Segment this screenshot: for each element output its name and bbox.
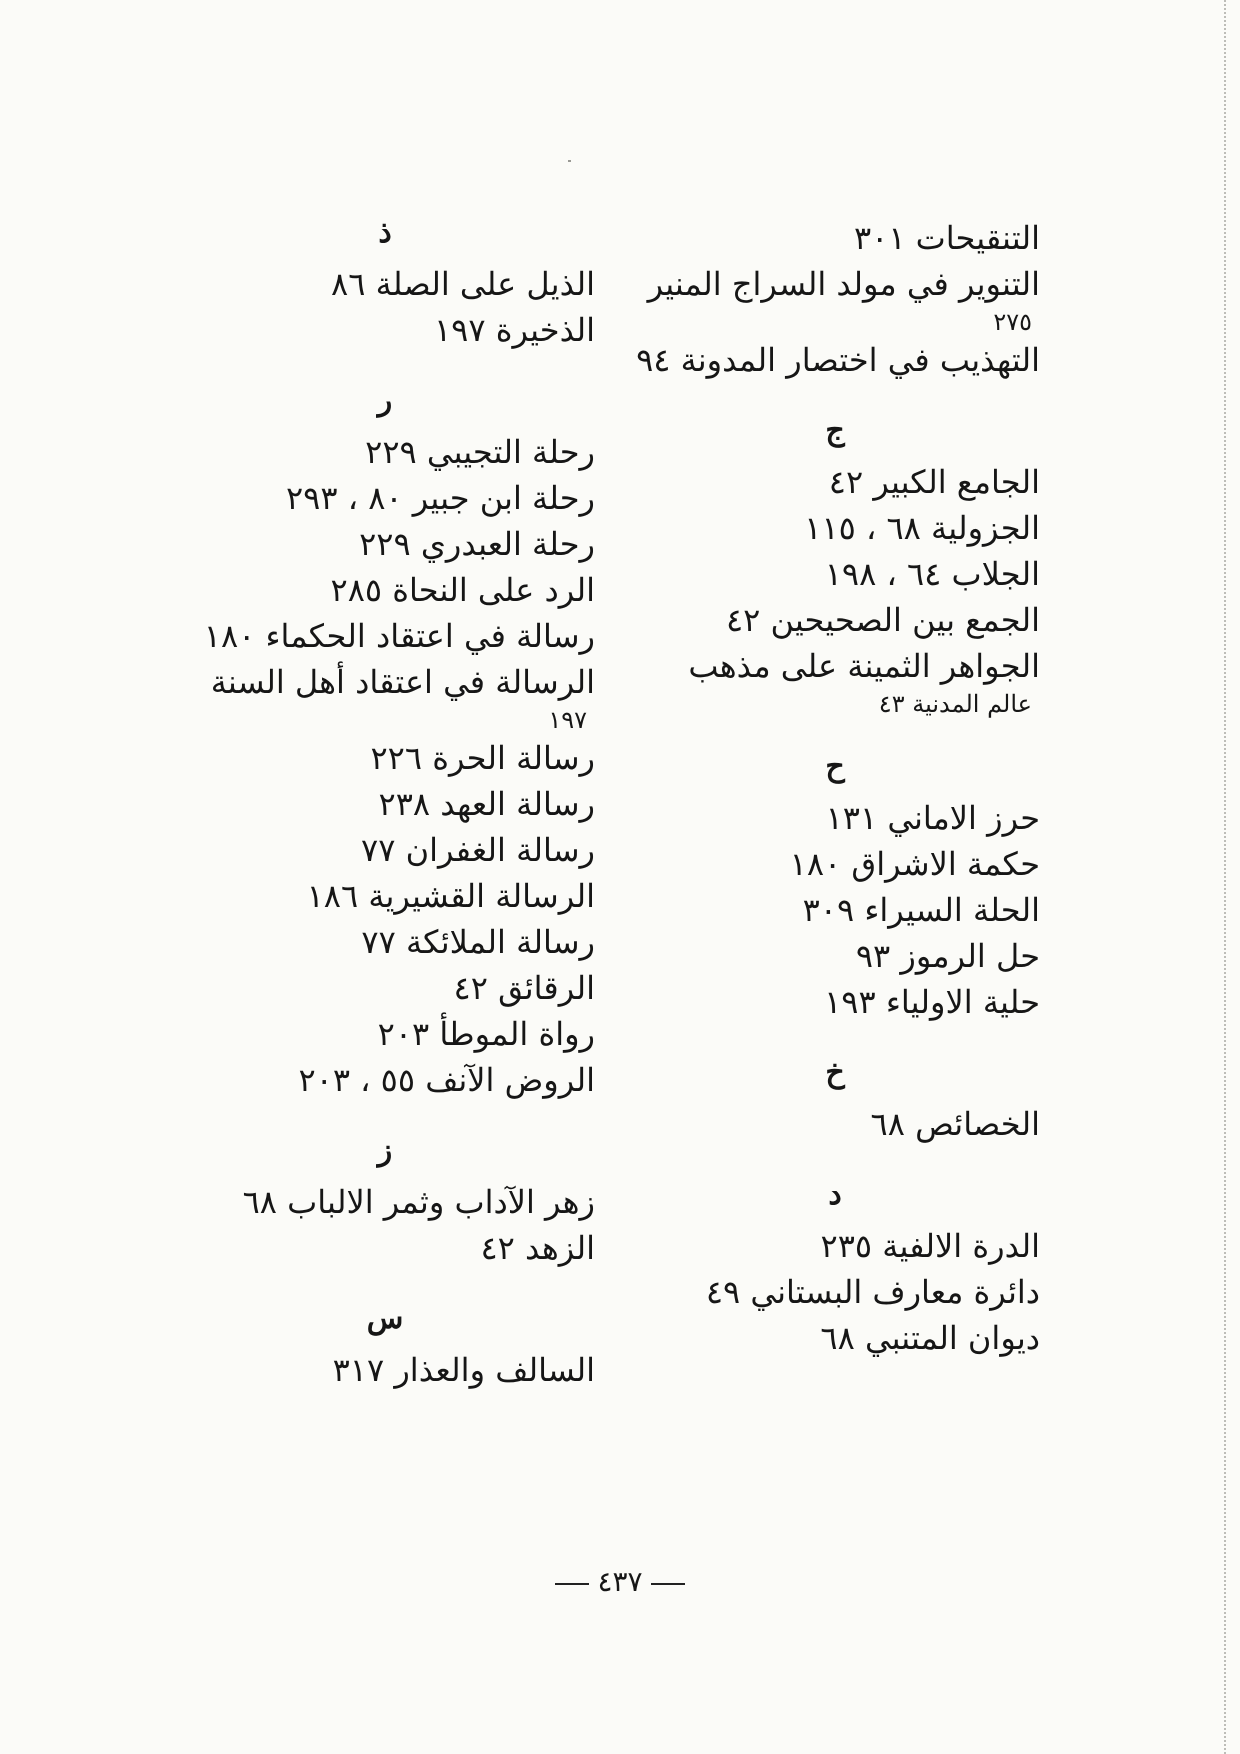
section-letter: خ: [825, 1055, 845, 1090]
entry-text: التنقيحات ٣٠١: [853, 219, 1040, 257]
entry-text: حرز الاماني ١٣١: [825, 799, 1040, 837]
letter-group: [630, 1055, 1040, 1147]
entry-text: رسالة الملائكة ٧٧: [361, 923, 595, 961]
index-entry: [630, 337, 1040, 383]
index-entry: [175, 659, 595, 735]
index-entry: [630, 551, 1040, 597]
letter-group: [175, 1301, 595, 1393]
index-entry: [175, 827, 595, 873]
index-entry: [175, 1347, 595, 1393]
page-footer: [0, 1565, 1240, 1598]
entry-text: الدرة الالفية ٢٣٥: [820, 1227, 1040, 1265]
index-entry: [630, 795, 1040, 841]
footer-dash-right: [651, 1583, 685, 1585]
entry-text: رحلة العبدري ٢٢٩: [359, 525, 595, 563]
letter-group: [175, 1133, 595, 1271]
letter-group: [630, 749, 1040, 1025]
entry-text: الزهد ٤٢: [480, 1229, 595, 1267]
entry-text: رحلة ابن جبير ٨٠ ، ٢٩٣: [285, 479, 595, 517]
index-entry: [630, 459, 1040, 505]
entry-text: التهذيب في اختصار المدونة ٩٤: [636, 341, 1040, 379]
entry-text: رسالة في اعتقاد الحكماء ١٨٠: [203, 617, 595, 655]
entry-text: الجزولية ٦٨ ، ١١٥: [804, 509, 1040, 547]
letter-group: [175, 215, 595, 353]
index-entry: [175, 1225, 595, 1271]
index-entry: [175, 919, 595, 965]
index-entry: [630, 1223, 1040, 1269]
index-entry: [630, 597, 1040, 643]
entry-text: الروض الآنف ٥٥ ، ٢٠٣: [298, 1061, 595, 1099]
entry-text: الجمع بين الصحيحين ٤٢: [725, 601, 1040, 639]
entry-text: الذيل على الصلة ٨٦: [331, 265, 595, 303]
entry-continuation: ٢٧٥: [993, 308, 1032, 336]
index-entry: [175, 475, 595, 521]
index-entry: [630, 887, 1040, 933]
entry-text: الخصائص ٦٨: [870, 1105, 1040, 1143]
section-letter: ج: [825, 413, 845, 448]
entry-text: حلية الاولياء ١٩٣: [824, 983, 1040, 1021]
entry-text: الحلة السيراء ٣٠٩: [802, 891, 1040, 929]
index-entry: [175, 735, 595, 781]
section-letter: س: [366, 1301, 404, 1336]
index-entry: [175, 965, 595, 1011]
entry-text: الجواهر الثمينة على مذهب: [688, 647, 1040, 685]
entry-text: رسالة العهد ٢٣٨: [378, 785, 595, 823]
entry-text: ديوان المتنبي ٦٨: [820, 1319, 1040, 1357]
entry-text: رحلة التجيبي ٢٢٩: [365, 433, 595, 471]
letter-group: [630, 1177, 1040, 1361]
index-entry: [630, 215, 1040, 261]
index-entry: [175, 1179, 595, 1225]
entry-text: الرسالة في اعتقاد أهل السنة: [210, 663, 595, 701]
entry-text: السالف والعذار ٣١٧: [332, 1351, 595, 1389]
index-entry: [630, 979, 1040, 1025]
section-letter: د: [828, 1177, 842, 1212]
index-entry: [175, 521, 595, 567]
index-entry: [175, 1011, 595, 1057]
entry-continuation: عالم المدنية ٤٣: [878, 690, 1032, 718]
letter-group: [630, 413, 1040, 719]
index-entry: [630, 643, 1040, 719]
index-entry: [175, 873, 595, 919]
entry-continuation: ١٩٧: [548, 706, 587, 734]
index-entry: [175, 613, 595, 659]
section-letter: ز: [377, 1133, 393, 1168]
index-entry: [630, 1315, 1040, 1361]
index-entry: [175, 261, 595, 307]
entry-text: الرسالة القشيرية ١٨٦: [306, 877, 595, 915]
page-edge-binding: [1222, 0, 1226, 1754]
entry-text: الرقائق ٤٢: [453, 969, 595, 1007]
entry-text: التنوير في مولد السراج المنير: [647, 265, 1040, 303]
letter-group: [630, 215, 1040, 383]
scan-speck: [568, 160, 571, 162]
entry-text: رسالة الغفران ٧٧: [361, 831, 595, 869]
index-entry: [175, 429, 595, 475]
section-letter: ذ: [378, 215, 392, 250]
entry-text: دائرة معارف البستاني ٤٩: [705, 1273, 1040, 1311]
index-entry: [175, 567, 595, 613]
entry-text: حكمة الاشراق ١٨٠: [789, 845, 1040, 883]
index-entry: [175, 781, 595, 827]
entry-text: الجلاب ٦٤ ، ١٩٨: [824, 555, 1040, 593]
index-column-right: [630, 215, 1040, 1361]
index-entry: [630, 1269, 1040, 1315]
footer-dash-left: [555, 1583, 589, 1585]
entry-text: رسالة الحرة ٢٢٦: [370, 739, 595, 777]
section-letter: ح: [825, 749, 845, 784]
index-entry: [630, 933, 1040, 979]
entry-text: زهر الآداب وثمر الالباب ٦٨: [242, 1183, 595, 1221]
page-number: ٤٣٧: [597, 1565, 643, 1598]
entry-text: الذخيرة ١٩٧: [433, 311, 595, 349]
section-letter: ر: [377, 383, 393, 418]
entry-text: رواة الموطأ ٢٠٣: [377, 1015, 595, 1053]
entry-text: الجامع الكبير ٤٢: [828, 463, 1040, 501]
index-entry: [630, 505, 1040, 551]
index-entry: [630, 261, 1040, 337]
entry-text: حل الرموز ٩٣: [855, 937, 1040, 975]
index-entry: [175, 1057, 595, 1103]
index-entry: [630, 841, 1040, 887]
index-column-left: [175, 215, 595, 1393]
entry-text: الرد على النحاة ٢٨٥: [330, 571, 595, 609]
index-entry: [175, 307, 595, 353]
letter-group: [175, 383, 595, 1103]
index-entry: [630, 1101, 1040, 1147]
